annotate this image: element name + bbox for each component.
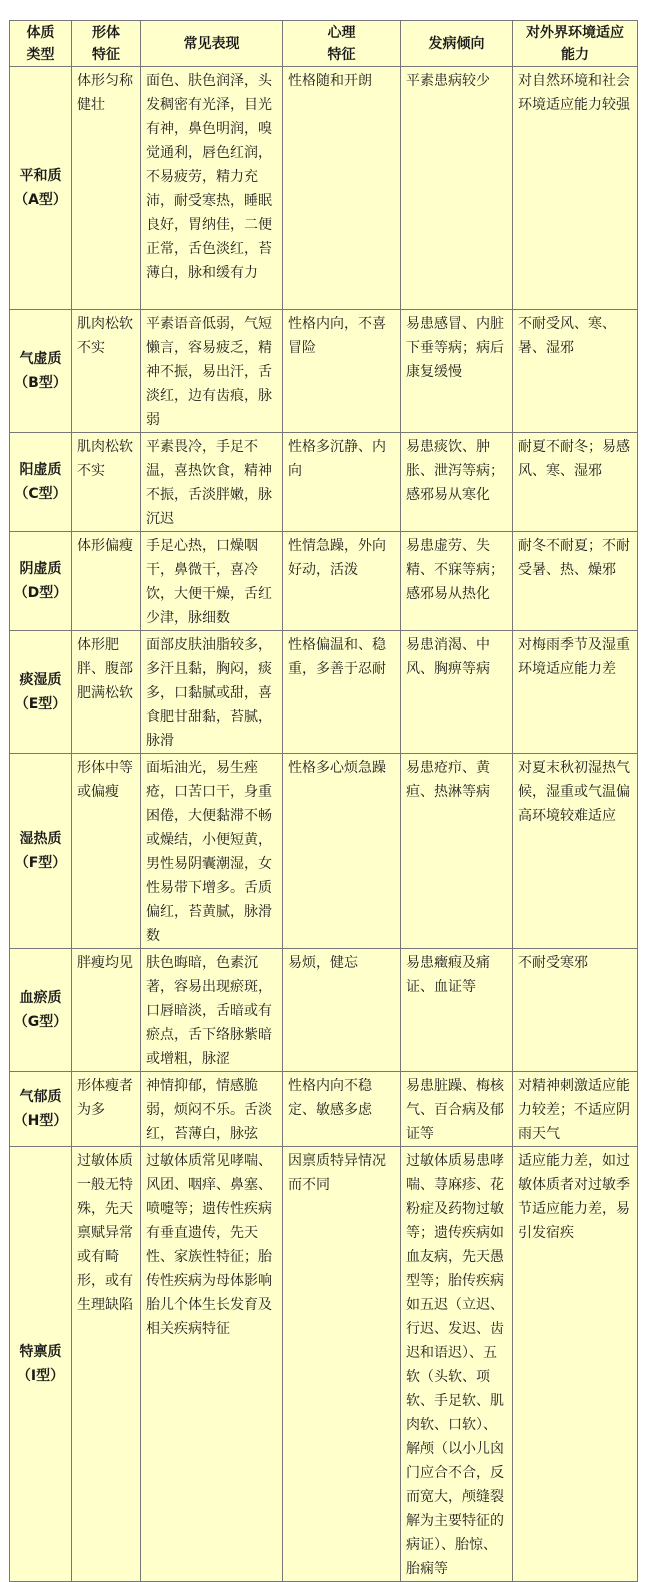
symptoms-cell: 肤色晦暗，色素沉著，容易出现瘀斑，口唇暗淡，舌暗或有瘀点，舌下络脉紫暗或增粗，脉涩 [141,949,283,1072]
symptoms-cell: 神情抑郁，情感脆弱，烦闷不乐。舌淡红，苔薄白，脉弦 [141,1072,283,1147]
disease-cell: 易患癥瘕及痛证、血证等 [401,949,513,1072]
table-wrapper [9,20,638,1582]
symptoms-cell: 面部皮肤油脂较多，多汗且黏，胸闷，痰多，口黏腻或甜，喜食肥甘甜黏，苔腻，脉滑 [141,631,283,754]
adapt-cell: 对夏末秋初湿热气候，湿重或气温偏高环境较难适应 [513,754,638,949]
adapt-cell: 对自然环境和社会环境适应能力较强 [513,67,638,310]
psych-cell: 性格多沉静、内向 [283,433,401,532]
symptoms-cell: 平素语音低弱，气短懒言，容易疲乏，精神不振，易出汗，舌淡红，边有齿痕，脉弱 [141,310,283,433]
type-cell [10,1072,72,1147]
header-form [72,21,141,67]
psych-cell: 性格内向，不喜冒险 [283,310,401,433]
header-disease: 发病倾向 [401,21,513,67]
header-type [10,21,72,67]
type-name: 特禀质 [19,1344,62,1360]
type-name: 阳虚质 [19,462,62,478]
adapt-cell: 不耐受风、寒、暑、湿邪 [513,310,638,433]
psych-cell: 易烦，健忘 [283,949,401,1072]
header-type-line1: 体质 [26,24,55,41]
type-code: （E型） [14,696,67,712]
table-row [10,67,638,310]
table-row [10,754,638,949]
header-row [10,21,638,67]
psych-cell: 性格随和开朗 [283,67,401,310]
form-cell: 胖瘦均见 [72,949,141,1072]
type-name: 阴虚质 [19,561,62,577]
form-cell: 体形肥胖、腹部肥满松软 [72,631,141,754]
header-adapt [513,21,638,67]
constitution-table [9,20,638,1582]
symptoms-cell: 过敏体质常见哮喘、风团、咽痒、鼻塞、喷嚏等；遗传性疾病有垂直遗传，先天性、家族性特征；胎传性疾病为母体影响胎儿个体生长发育及相关疾病特征 [141,1147,283,1582]
psych-cell: 性格多心烦急躁 [283,754,401,949]
type-code: （A型） [14,192,67,208]
type-name: 湿热质 [19,831,62,847]
type-cell [10,631,72,754]
type-name: 气虚质 [19,351,62,367]
type-code: （H型） [13,1113,68,1129]
table-row [10,949,638,1072]
type-name: 平和质 [19,168,62,184]
form-cell: 肌肉松软不实 [72,310,141,433]
form-cell: 体形偏瘦 [72,532,141,631]
adapt-cell: 适应能力差，如过敏体质者对过敏季节适应能力差，易引发宿疾 [513,1147,638,1582]
table-row [10,631,638,754]
type-code: （C型） [14,486,67,502]
header-adapt-line1: 对外界环境适应 [526,24,624,41]
form-cell: 过敏体质一般无特殊，先天禀赋异常或有畸形，或有生理缺陷 [72,1147,141,1582]
symptoms-cell: 手足心热，口燥咽干，鼻微干，喜冷饮，大便干燥，舌红少津，脉细数 [141,532,283,631]
form-cell: 形体中等或偏瘦 [72,754,141,949]
header-symptoms: 常见表现 [141,21,283,67]
adapt-cell: 耐冬不耐夏；不耐受暑、热、燥邪 [513,532,638,631]
type-cell [10,532,72,631]
disease-cell: 易患感冒、内脏下垂等病；病后康复缓慢 [401,310,513,433]
adapt-cell: 耐夏不耐冬；易感风、寒、湿邪 [513,433,638,532]
type-cell [10,949,72,1072]
table-row [10,433,638,532]
adapt-cell: 对精神刺激适应能力较差；不适应阴雨天气 [513,1072,638,1147]
disease-cell: 易患痰饮、肿胀、泄泻等病；感邪易从寒化 [401,433,513,532]
table-row [10,1072,638,1147]
type-cell [10,433,72,532]
type-name: 血瘀质 [19,990,62,1006]
header-psych [283,21,401,67]
type-code: （I型） [16,1368,65,1384]
form-cell: 形体瘦者为多 [72,1072,141,1147]
type-cell [10,754,72,949]
psych-cell: 因禀质特异情况而不同 [283,1147,401,1582]
symptoms-cell: 面垢油光，易生痤疮，口苦口干，身重困倦，大便黏滞不畅或燥结，小便短黄，男性易阴囊潮湿，女性易带下增多。舌质偏红，苔黄腻，脉滑数 [141,754,283,949]
type-name: 气郁质 [19,1089,62,1105]
type-code: （G型） [13,1014,68,1030]
type-cell [10,67,72,310]
table-row [10,310,638,433]
header-type-line2: 类型 [26,46,55,63]
disease-cell: 平素患病较少 [401,67,513,310]
psych-cell: 性格内向不稳定、敏感多虑 [283,1072,401,1147]
adapt-cell: 不耐受寒邪 [513,949,638,1072]
disease-cell: 过敏体质易患哮喘、荨麻疹、花粉症及药物过敏等；遗传疾病如血友病，先天愚型等；胎传疾病如五迟（立迟、行迟、发迟、齿迟和语迟）、五软（头软、项软、手足软、肌肉软、口软）、解颅（以小儿囟门应合不合，反而宽大，颅缝裂解为主要特征的病证）、胎惊、胎痫等 [401,1147,513,1582]
header-psych-line1: 心理 [327,24,356,41]
symptoms-cell: 平素畏冷，手足不温，喜热饮食，精神不振，舌淡胖嫩，脉沉迟 [141,433,283,532]
header-adapt-line2: 能力 [561,46,589,63]
type-cell [10,310,72,433]
type-cell [10,1147,72,1582]
type-code: （D型） [13,585,68,601]
form-cell: 体形匀称健壮 [72,67,141,310]
type-name: 痰湿质 [19,672,62,688]
disease-cell: 易患疮疖、黄疸、热淋等病 [401,754,513,949]
disease-cell: 易患脏躁、梅核气、百合病及郁证等 [401,1072,513,1147]
disease-cell: 易患消渴、中风、胸痹等病 [401,631,513,754]
disease-cell: 易患虚劳、失精、不寐等病；感邪易从热化 [401,532,513,631]
header-form-line1: 形体 [92,24,120,41]
table-row [10,1147,638,1582]
table-row [10,532,638,631]
adapt-cell: 对梅雨季节及湿重环境适应能力差 [513,631,638,754]
psych-cell: 性情急躁，外向好动，活泼 [283,532,401,631]
psych-cell: 性格偏温和、稳重，多善于忍耐 [283,631,401,754]
header-psych-line2: 特征 [327,46,356,63]
type-code: （F型） [14,855,67,871]
form-cell: 肌肉松软不实 [72,433,141,532]
type-code: （B型） [14,375,67,391]
header-form-line2: 特征 [92,46,120,63]
symptoms-cell: 面色、肤色润泽，头发稠密有光泽，目光有神，鼻色明润，嗅觉通利，唇色红润，不易疲劳，精力充沛，耐受寒热，睡眠良好，胃纳佳，二便正常，舌色淡红，苔薄白，脉和缓有力 [141,67,283,310]
